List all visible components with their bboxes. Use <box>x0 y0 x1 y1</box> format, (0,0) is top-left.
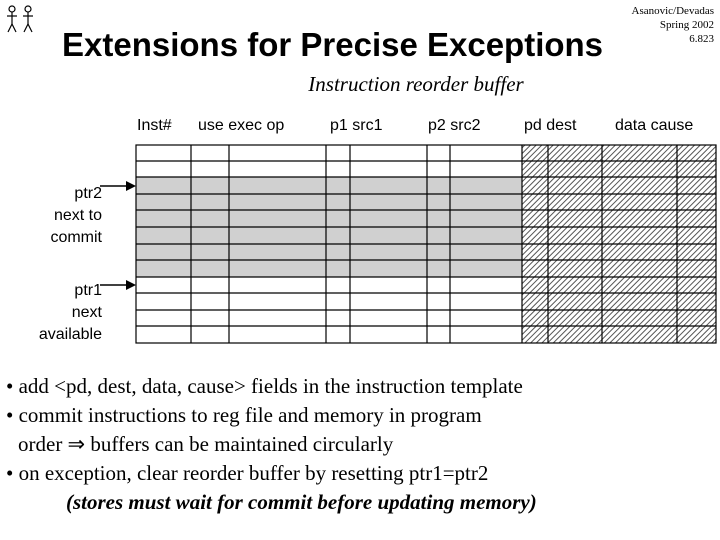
ptr2-label: ptr2 next to commit <box>50 185 102 246</box>
ptr2-arrow-icon <box>100 181 136 191</box>
col-header-p2-src2: p2 src2 <box>428 117 481 134</box>
ptr1-label: ptr1 next available <box>38 282 102 343</box>
col-header-use-exec-op: use exec op <box>198 117 285 134</box>
col-header-data-cause: data cause <box>615 117 694 134</box>
credits <box>632 4 714 46</box>
bullet-stores-note: (stores must wait for commit before updating memory) <box>66 490 537 514</box>
credit-term: Spring 2002 <box>659 19 714 31</box>
reorder-buffer-table <box>100 128 720 350</box>
col-header-p1-src1: p1 src1 <box>330 117 383 134</box>
bullet-add-fields: • add <pd, dest, data, cause> fields in the instruction template <box>6 374 523 398</box>
ptr1-arrow-icon <box>100 280 136 290</box>
slide-title: Extensions for Precise Exceptions <box>62 26 604 63</box>
bullet-list <box>6 372 537 517</box>
bullet-commit-order: • commit instructions to reg file and memory in program <box>6 403 482 427</box>
logo-icon <box>4 4 38 34</box>
col-header-pd-dest: pd dest <box>524 117 577 134</box>
bullet-on-exception: • on exception, clear reorder buffer by resetting ptr1=ptr2 <box>6 461 489 485</box>
slide-subtitle: Instruction reorder buffer <box>308 72 524 96</box>
credit-course: 6.823 <box>689 33 714 45</box>
credit-author: Asanovic/Devadas <box>631 5 714 17</box>
bullet-commit-order-cont: order ⇒ buffers can be maintained circularly <box>18 432 394 456</box>
col-header-inst: Inst# <box>137 117 172 134</box>
